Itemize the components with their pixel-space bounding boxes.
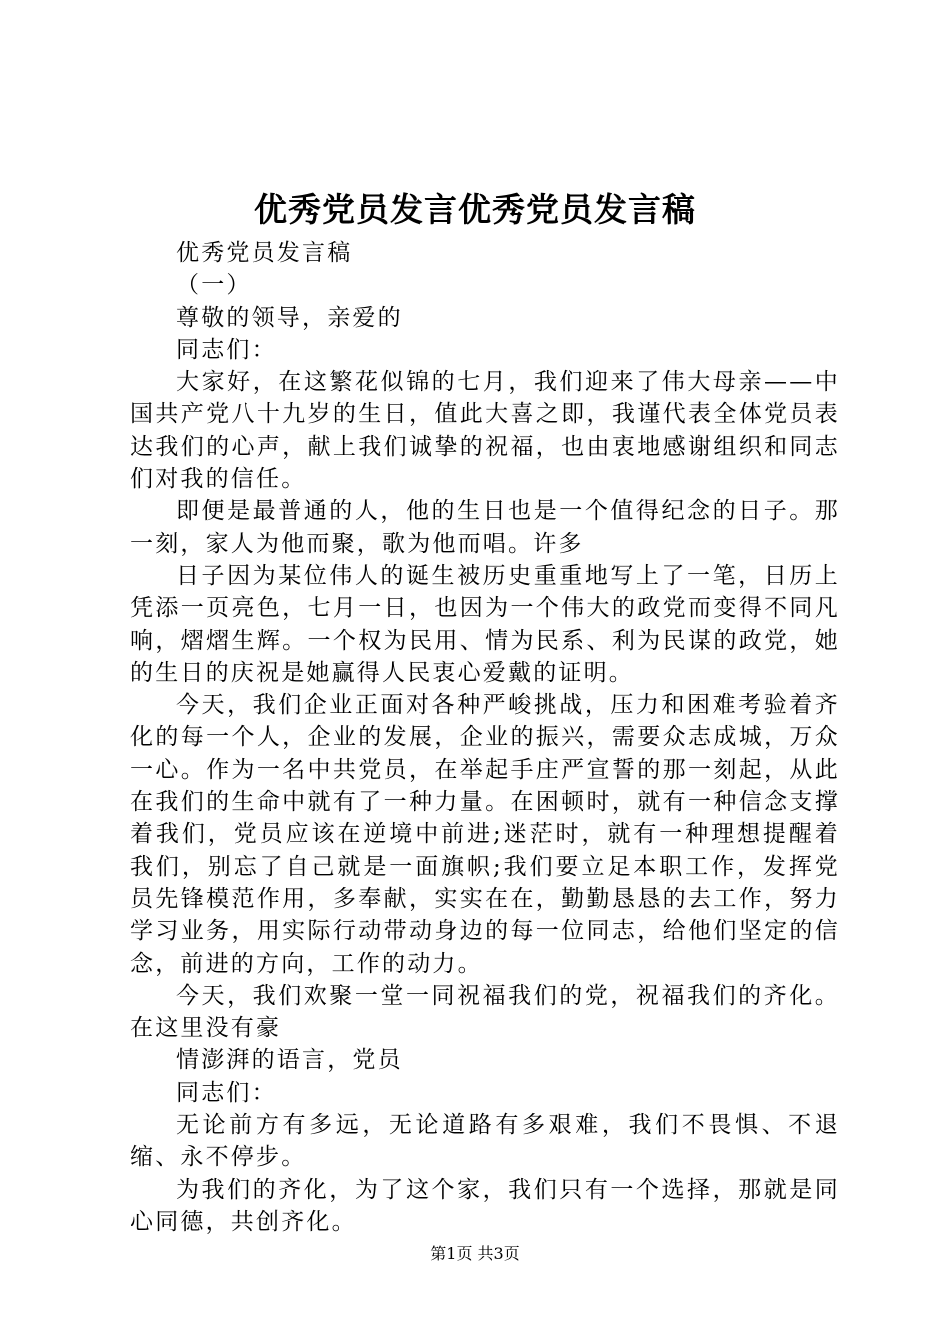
paragraph-salutation: 尊敬的领导，亲爱的 — [176, 304, 403, 331]
paragraph-birthday: 即便是最普通的人，他的生日也是一个值得纪念的日子。那一刻，家人为他而聚，歌为他而唱。许多 — [130, 498, 840, 557]
document-body — [130, 237, 840, 1238]
page-title: 优秀党员发言优秀党员发言稿 — [254, 190, 696, 229]
paragraph-challenges: 今天，我们企业正面对各种严峻挑战，压力和困难考验着齐化的每一个人，企业的发展，企业的振兴，需要众志成城，万众一心。作为一名中共党员，在举起手庄严宣誓的那一刻起，从此在我们的生命中就有了一种力量。在困顿时，就有一种信念支撑着我们，党员应该在逆境中前进;迷茫时，就有一种理想提醒着我们，别忘了自己就是一面旗帜;我们要立足本职工作，发挥党员先锋模范作用，多奉献，实实在在，勤勤恳恳的去工作，努力学习业务，用实际行动带动身边的每一位同志，给他们坚定的信念，前进的方向，工作的动力。 — [130, 692, 840, 977]
paragraph-language: 情澎湃的语言，党员 — [176, 1047, 403, 1074]
paragraph-subtitle: 优秀党员发言稿 — [176, 240, 353, 266]
paragraph-gathering: 今天，我们欢聚一堂一同祝福我们的党，祝福我们的齐化。在这里没有豪 — [130, 982, 840, 1042]
paragraph-salutation-comrades: 同志们： — [176, 336, 277, 363]
paragraph-section-number: （一） — [176, 272, 252, 299]
paragraph-comrades: 同志们： — [176, 1079, 277, 1106]
page-number-footer: 第1页 共3页 — [430, 1244, 520, 1263]
paragraph-closing: 为我们的齐化，为了这个家，我们只有一个选择，那就是同心同德，共创齐化。 — [130, 1176, 840, 1235]
paragraph-greeting: 大家好，在这繁花似锦的七月，我们迎来了伟大母亲——中国共产党八十九岁的生日，值此大喜之即，我谨代表全体党员表达我们的心声，献上我们诚挚的祝福，也由衷地感谢组织和同志们对我的信任。 — [130, 369, 840, 493]
paragraph-perseverance: 无论前方有多远，无论道路有多艰难，我们不畏惧、不退缩、永不停步。 — [130, 1112, 840, 1171]
paragraph-history: 日子因为某位伟人的诞生被历史重重地写上了一笔，日历上凭添一页亮色，七月一日，也因为一个伟大的政党而变得不同凡响，熠熠生辉。一个权为民用、情为民系、利为民谋的政党，她的生日的庆祝是她赢得人民衷心爱戴的证明。 — [130, 562, 840, 686]
